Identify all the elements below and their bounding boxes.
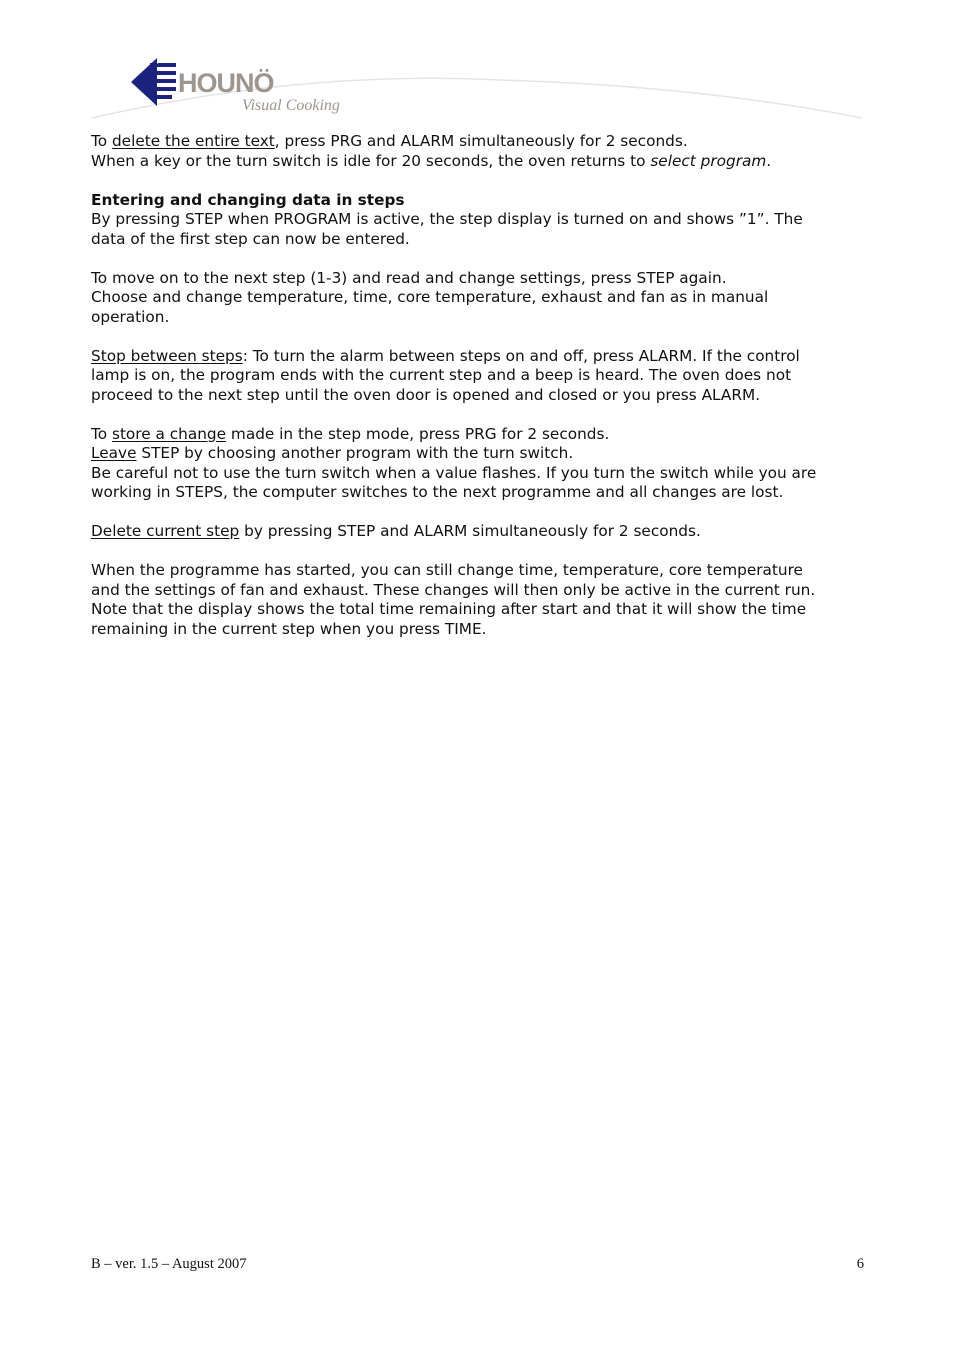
paragraph-stop-between-steps: Stop between steps: To turn the alarm between steps on and off, press ALARM. If the control lamp is on, the program ends with the current step and a beep is heard. The oven does not proceed to the next step until the oven door is opened and closed or you press ALARM. [91, 346, 800, 404]
houno-logo [0, 0, 954, 130]
logo-mark-icon [131, 58, 176, 106]
term-store-a-change: store a change [111, 424, 227, 443]
page-number: 6 [856, 1256, 864, 1272]
page-header [0, 0, 954, 130]
paragraph-delete-text: To delete the entire text, press PRG and ALARM simultaneously for 2 seconds. When a key or the turn switch is idle for 20 seconds, the oven returns to select program. [91, 132, 772, 170]
term-delete-entire-text: delete the entire text [111, 132, 275, 150]
section-heading: Entering and changing data in steps [91, 190, 405, 209]
version-label: B – ver. 1.5 – August 2007 [91, 1256, 247, 1272]
term-select-program: select program [650, 151, 767, 170]
page-footer [91, 1256, 864, 1276]
brand-tagline: Visual Cooking [242, 97, 340, 114]
paragraph-entering-steps: Entering and changing data in steps By pressing STEP when PROGRAM is active, the step display is turned on and shows ”1”. The data of the first step can now be entered. [91, 191, 863, 250]
paragraph-next-step: To move on to the next step (1-3) and read and change settings, press STEP again. Choose and change temperature, time, core temperature, exhaust and fan as in manual operation. [91, 268, 769, 326]
term-leave: Leave [91, 444, 137, 462]
document-body [91, 132, 863, 659]
brand-wordmark: HOUNÖ [178, 68, 274, 98]
paragraph-programme-started: When the programme has started, you can still change time, temperature, core temperature and the settings of fan and exhaust. These changes will then only be active in the current run. Note that the display shows the total time remaining after start and that it will show the time remaining in the current step when you press TIME. [91, 561, 816, 638]
term-stop-between-steps: Stop between steps [91, 346, 243, 365]
paragraph-store-change: To store a change made in the step mode, press PRG for 2 seconds. Leave STEP by choosing another program with the turn switch. Be careful not to use the turn switch when a value flashes. If you turn the switch while you are working in STEPS, the computer switches to the next programme and all changes are lost. [91, 424, 817, 501]
term-delete-current-step: Delete current step [91, 522, 240, 540]
paragraph-delete-step: Delete current step by pressing STEP and ALARM simultaneously for 2 seconds. [91, 522, 701, 540]
